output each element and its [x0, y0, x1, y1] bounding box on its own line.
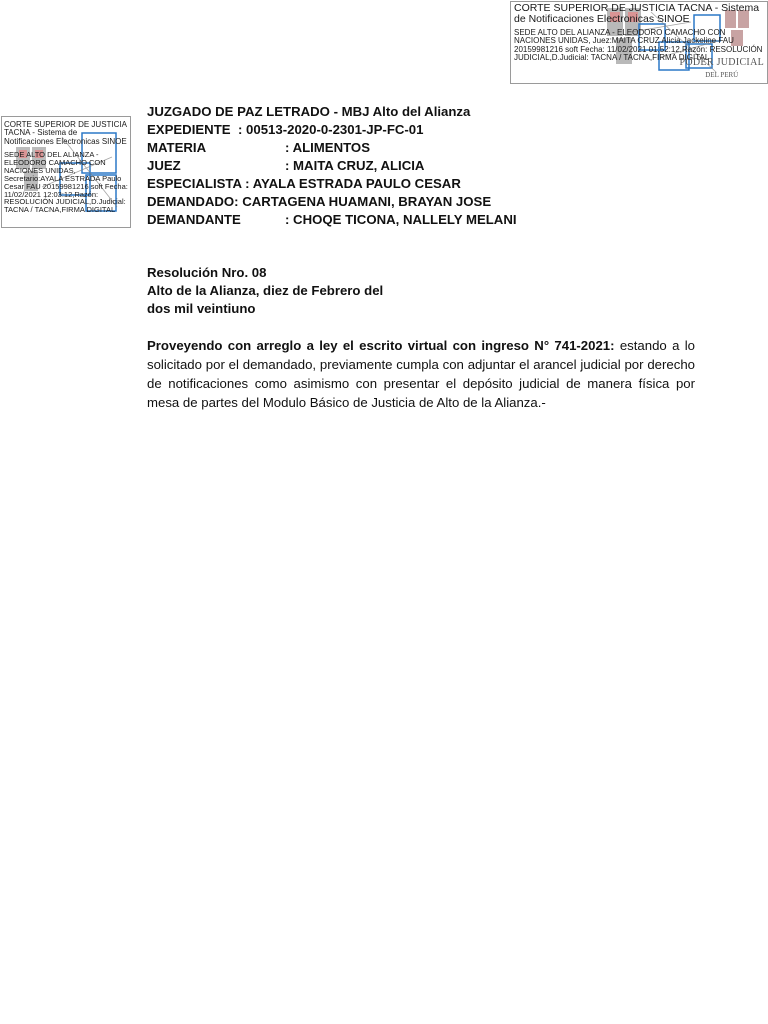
case-header	[147, 103, 695, 229]
materia-value: : ALIMENTOS	[285, 140, 370, 155]
stamp-institution: CORTE SUPERIOR DE JUSTICIA TACNA - Sistema de Notificaciones Electronicas SINOE	[514, 2, 760, 26]
pj-seal-caption: PODER JUDICIAL DEL PERÚ	[679, 57, 764, 79]
especialista-row: ESPECIALISTA : AYALA ESTRADA PAULO CESAR	[147, 176, 461, 191]
body-lead: Proveyendo con arreglo a ley el escrito virtual con ingreso N° 741-2021:	[147, 338, 615, 353]
stamp-details: SEDE ALTO DEL ALIANZA - ELEODORO CAMACHO CON NACIONES UNIDAS, Juez:MAITA CRUZ Alicia Jackeline FAU 20159981216 soft Fecha: 11/02/2021 01:52:12,Razón: RESOLUCIÓN JUDICIAL,D.Judicial: TACNA / TACNA,FIRMA DIGITAL	[514, 28, 763, 63]
resolution-date-line1: Alto de la Alianza, diez de Febrero del	[147, 283, 384, 298]
expediente-label: EXPEDIENTE	[147, 122, 231, 137]
materia-label: MATERIA	[147, 140, 207, 155]
expediente-row	[147, 121, 695, 139]
digital-signature-stamp-secretary	[1, 116, 131, 228]
stamp-institution: CORTE SUPERIOR DE JUSTICIA TACNA - Sistema de Notificaciones Electronicas SINOE	[4, 120, 127, 146]
demandante-row	[147, 211, 695, 229]
demandante-label: DEMANDANTE	[147, 212, 241, 227]
resolution-heading	[147, 264, 695, 318]
materia-row	[147, 139, 695, 157]
juez-row	[147, 157, 695, 175]
demandado-row: DEMANDADO: CARTAGENA HUAMANI, BRAYAN JOSE	[147, 194, 492, 209]
stamp-details: SEDE ALTO DEL ALIANZA - ELEODORO CAMACHO CON NACIONES UNIDAS, Secretario:AYALA ESTRADA Paulo Cesar FAU 20159981216 soft Fecha: 11/02/2021 12:03:12,Razón: RESOLUCIÓN JUDICIAL,D.Judicial: TACNA / TACNA,FIRMA DIGITAL	[4, 150, 128, 215]
court-name: JUZGADO DE PAZ LETRADO - MBJ Alto del Alianza	[147, 104, 471, 119]
expediente-value: : 00513-2020-0-2301-JP-FC-01	[238, 122, 424, 137]
juez-label: JUEZ	[147, 158, 181, 173]
demandante-value: : CHOQE TICONA, NALLELY MELANI	[285, 212, 517, 227]
resolution-number: Resolución Nro. 08	[147, 265, 267, 280]
digital-signature-stamp-judge	[510, 1, 768, 84]
resolution-date-line2: dos mil veintiuno	[147, 301, 256, 316]
body-text: estando a lo solicitado por el demandado, previamente cumpla con adjuntar el arancel judicial por derecho de notificaciones como asimismo con presentar el depósito judicial de manera física por mesa de partes del Modulo Básico de Justicia de Alto de la Alianza.-	[147, 338, 695, 410]
juez-value: : MAITA CRUZ, ALICIA	[285, 158, 425, 173]
resolution-body	[147, 336, 695, 412]
